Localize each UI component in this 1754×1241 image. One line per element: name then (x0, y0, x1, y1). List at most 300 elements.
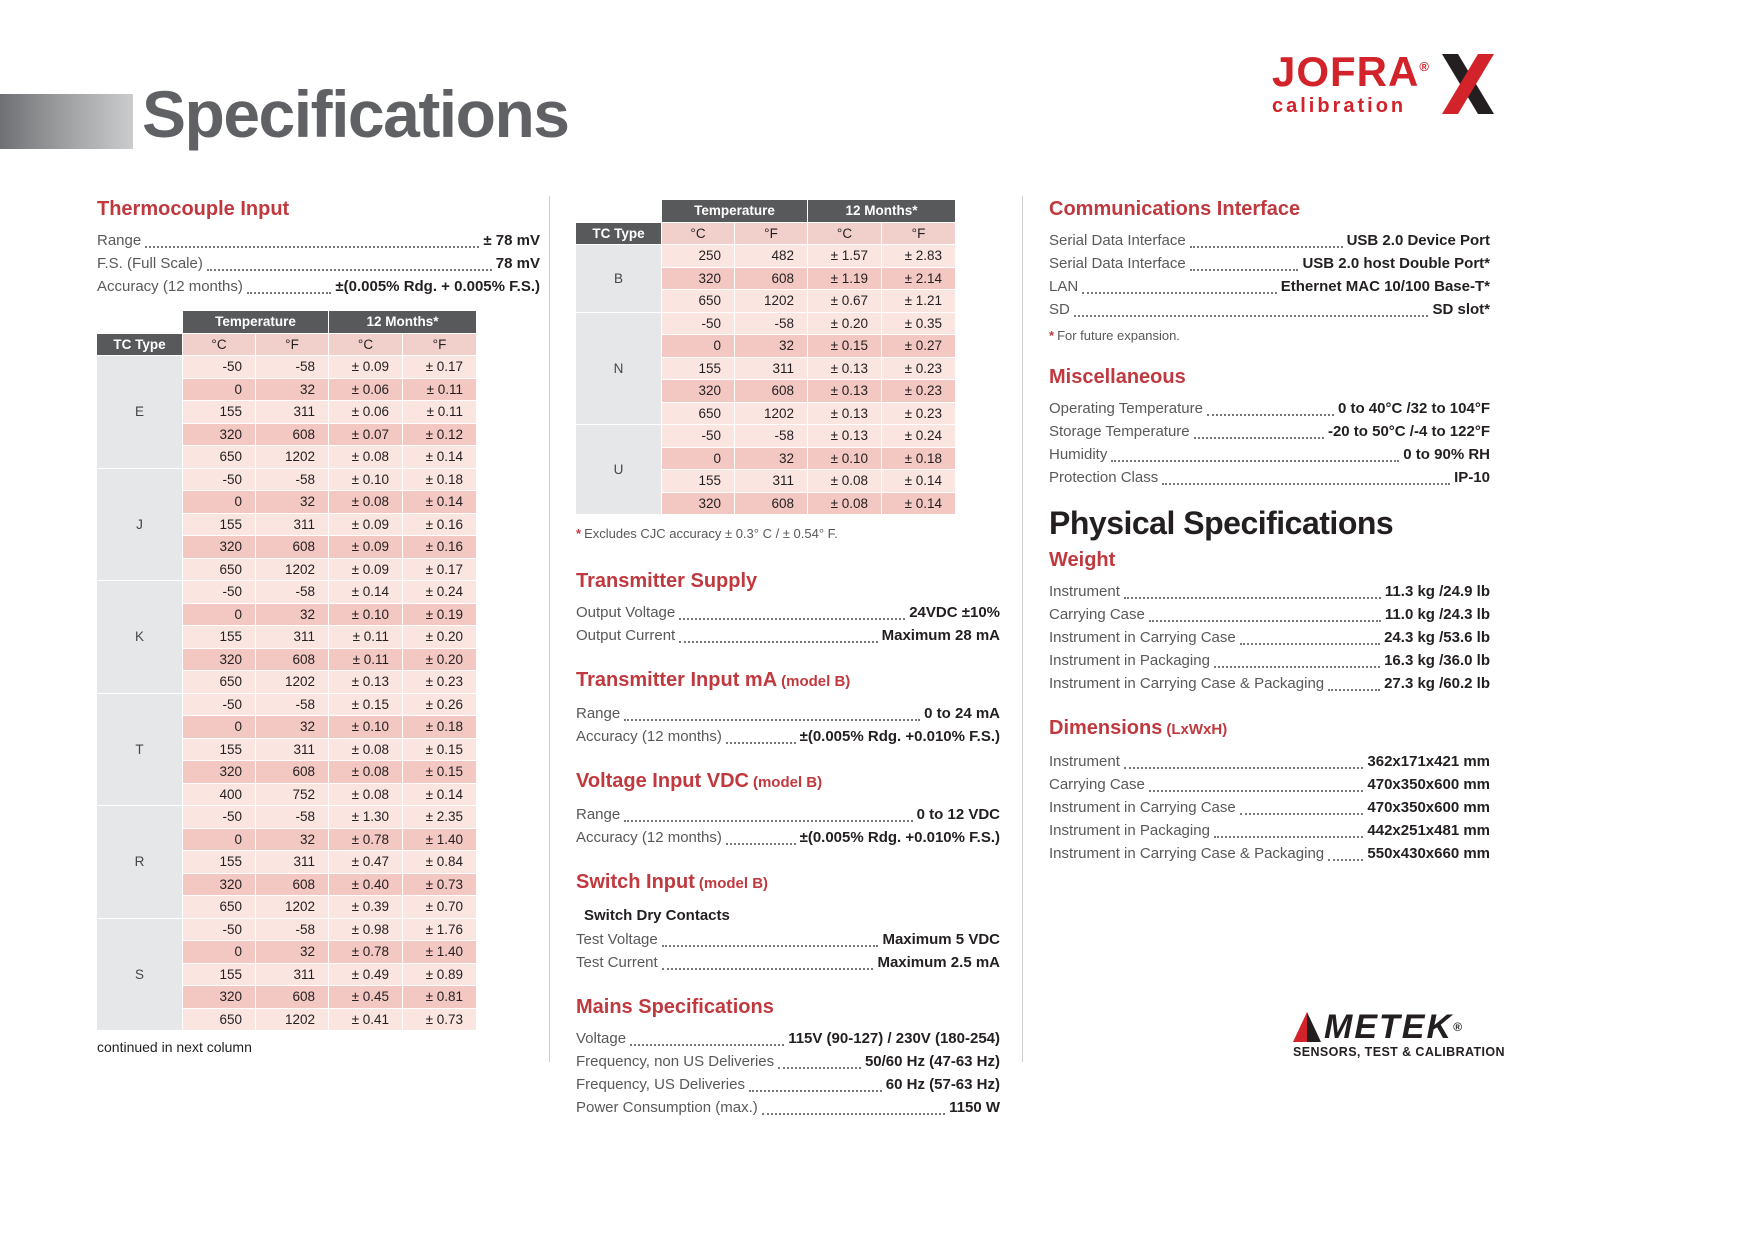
value-cell: 155 (183, 851, 256, 874)
value-cell: ± 0.11 (403, 379, 477, 402)
expansion-footnote (1049, 327, 1490, 344)
transmitter-supply-title: Transmitter Supply (576, 570, 758, 592)
spec-value: 27.3 kg /60.2 lb (1384, 675, 1490, 692)
value-cell: ± 0.15 (403, 739, 477, 762)
tc-type-cell: J (97, 469, 183, 582)
transmitter-input-spec-list (576, 702, 1000, 748)
spec-value: 115V (90-127) / 230V (180-254) (788, 1030, 1000, 1047)
value-cell: 608 (735, 268, 808, 291)
value-cell: 320 (183, 761, 256, 784)
value-cell: 250 (662, 245, 735, 268)
spec-row (576, 826, 1000, 849)
table-row (97, 469, 477, 492)
tc-accuracy-table-right (576, 200, 956, 515)
spec-row (1049, 229, 1490, 252)
spec-value: Maximum 5 VDC (882, 931, 1000, 948)
unit-cell: °C (662, 223, 735, 246)
weight-spec-list (1049, 580, 1490, 695)
dot-leader (1190, 269, 1299, 271)
value-cell: ± 0.09 (329, 356, 403, 379)
value-cell: 1202 (256, 1009, 329, 1032)
spec-row (576, 803, 1000, 826)
value-cell: ± 0.09 (329, 514, 403, 537)
value-cell: ± 0.10 (329, 716, 403, 739)
spec-label: Carrying Case (1049, 606, 1145, 623)
spec-label: Instrument in Packaging (1049, 822, 1210, 839)
spec-value: Maximum 28 mA (881, 627, 1000, 644)
spec-label: Range (576, 705, 621, 722)
spec-row (1049, 420, 1490, 443)
value-cell: ± 0.20 (808, 313, 882, 336)
months-header: 12 Months* (808, 200, 956, 223)
table-row (97, 694, 477, 717)
dot-leader (1214, 836, 1363, 838)
table-row (97, 581, 477, 604)
value-cell: ± 0.14 (403, 446, 477, 469)
column-thermocouple (97, 196, 540, 1055)
spec-value: 24.3 kg /53.6 lb (1384, 629, 1490, 646)
mains-title: Mains Specifications (576, 996, 774, 1018)
dot-leader (1124, 767, 1364, 769)
value-cell: -50 (183, 694, 256, 717)
dot-leader (726, 742, 796, 744)
table-unit-row (97, 334, 477, 357)
value-cell: 32 (256, 604, 329, 627)
value-cell: ± 0.49 (329, 964, 403, 987)
spec-label: Instrument (1049, 583, 1120, 600)
value-cell: ± 1.40 (403, 941, 477, 964)
spec-row (97, 275, 540, 298)
blank-cell (576, 200, 662, 223)
ametek-logo (1293, 1008, 1505, 1059)
spec-row (97, 229, 540, 252)
value-cell: 32 (256, 491, 329, 514)
value-cell: ± 0.26 (403, 694, 477, 717)
value-cell: 32 (256, 716, 329, 739)
spec-label: Instrument in Carrying Case & Packaging (1049, 675, 1325, 692)
spec-value: 470x350x600 mm (1367, 776, 1490, 793)
value-cell: ± 0.06 (329, 379, 403, 402)
dot-leader (207, 269, 492, 271)
spec-label: Instrument in Carrying Case (1049, 799, 1236, 816)
value-cell: ± 0.13 (808, 403, 882, 426)
value-cell: 0 (183, 716, 256, 739)
dot-leader (1082, 292, 1277, 294)
section-switch-input (576, 869, 1000, 974)
value-cell: -50 (183, 469, 256, 492)
spec-label: F.S. (Full Scale) (97, 255, 203, 272)
value-cell: ± 0.06 (329, 401, 403, 424)
spec-value: 60 Hz (57-63 Hz) (885, 1076, 1000, 1093)
footnote-marker: * (576, 526, 582, 541)
dot-leader (662, 968, 874, 970)
spec-value: 0 to 40°C /32 to 104°F (1337, 400, 1490, 417)
spec-row (1049, 397, 1490, 420)
table-header-row (576, 200, 956, 223)
value-cell: ± 1.30 (329, 806, 403, 829)
dot-leader (679, 618, 905, 620)
value-cell: 1202 (256, 559, 329, 582)
tc-type-cell: B (576, 245, 662, 313)
dot-leader (630, 1044, 784, 1046)
value-cell: 311 (256, 851, 329, 874)
value-cell: 1202 (256, 671, 329, 694)
unit-cell: °F (735, 223, 808, 246)
dot-leader (1124, 597, 1381, 599)
value-cell: ± 0.09 (329, 536, 403, 559)
value-cell: -58 (256, 581, 329, 604)
value-cell: -58 (735, 313, 808, 336)
dot-leader (1190, 246, 1343, 248)
switch-input-spec-list (576, 928, 1000, 974)
model-b-suffix: (model B) (781, 673, 851, 690)
physical-specifications-title: Physical Specifications (1049, 505, 1394, 541)
value-cell: 155 (183, 964, 256, 987)
value-cell: ± 0.16 (403, 536, 477, 559)
footnote-text: For future expansion. (1057, 328, 1180, 343)
value-cell: ± 0.10 (329, 469, 403, 492)
dot-leader (1207, 414, 1334, 416)
spec-row (576, 1073, 1000, 1096)
jofra-wordmark: JOFRA (1272, 48, 1420, 95)
spec-row (1049, 443, 1490, 466)
tc-type-cell: K (97, 581, 183, 694)
value-cell: ± 0.10 (808, 448, 882, 471)
value-cell: 400 (183, 784, 256, 807)
communications-spec-list (1049, 229, 1490, 321)
spec-label: LAN (1049, 278, 1079, 295)
value-cell: ± 0.08 (808, 470, 882, 493)
value-cell: ± 0.23 (882, 380, 956, 403)
value-cell: 0 (662, 335, 735, 358)
lxwxh-suffix: (LxWxH) (1166, 721, 1228, 738)
value-cell: ± 0.08 (329, 739, 403, 762)
value-cell: ± 0.73 (403, 874, 477, 897)
value-cell: -58 (256, 806, 329, 829)
dot-leader (1111, 460, 1399, 462)
value-cell: 32 (256, 829, 329, 852)
spec-value: 50/60 Hz (47-63 Hz) (864, 1053, 1000, 1070)
value-cell: ± 2.14 (882, 268, 956, 291)
spec-value: ±(0.005% Rdg. +0.010% F.S.) (799, 728, 1000, 745)
value-cell: ± 0.20 (403, 649, 477, 672)
spec-row (1049, 626, 1490, 649)
value-cell: ± 0.45 (329, 986, 403, 1009)
value-cell: ± 0.13 (808, 358, 882, 381)
dot-leader (778, 1067, 861, 1069)
dot-leader (624, 820, 912, 822)
value-cell: ± 0.84 (403, 851, 477, 874)
tc-type-cell: T (97, 694, 183, 807)
value-cell: ± 0.08 (329, 491, 403, 514)
value-cell: 0 (662, 448, 735, 471)
dot-leader (1328, 689, 1380, 691)
dot-leader (726, 843, 796, 845)
value-cell: 32 (735, 335, 808, 358)
spec-label: Accuracy (12 months) (576, 728, 722, 745)
footnote-text: Excludes CJC accuracy ± 0.3° C / ± 0.54° F. (584, 526, 838, 541)
transmitter-supply-spec-list (576, 601, 1000, 647)
spec-value: 1150 W (949, 1099, 1000, 1116)
value-cell: ± 0.17 (403, 356, 477, 379)
value-cell: 311 (256, 964, 329, 987)
spec-value: 24VDC ±10% (909, 604, 1000, 621)
dot-leader (1214, 666, 1380, 668)
value-cell: 482 (735, 245, 808, 268)
value-cell: ± 0.24 (882, 425, 956, 448)
value-cell: 1202 (735, 403, 808, 426)
weight-title: Weight (1049, 549, 1116, 571)
value-cell: 1202 (256, 896, 329, 919)
section-dimensions (1049, 715, 1490, 865)
temperature-header: Temperature (183, 311, 329, 334)
cjc-footnote (576, 525, 1000, 542)
spec-row (1049, 819, 1490, 842)
spec-row (1049, 842, 1490, 865)
spec-row (576, 951, 1000, 974)
ametek-name-text: METEK (1324, 1008, 1453, 1046)
ametek-tagline: SENSORS, TEST & CALIBRATION (1293, 1045, 1505, 1059)
spec-label: Accuracy (12 months) (97, 278, 243, 295)
jofra-logo-text (1272, 48, 1430, 118)
spec-label: Instrument in Carrying Case (1049, 629, 1236, 646)
value-cell: ± 0.41 (329, 1009, 403, 1032)
dot-leader (624, 719, 920, 721)
value-cell: 608 (735, 380, 808, 403)
spec-row (576, 1096, 1000, 1119)
tc-accuracy-table-left (97, 311, 477, 1031)
value-cell: 650 (183, 671, 256, 694)
value-cell: ± 0.13 (808, 380, 882, 403)
value-cell: 155 (183, 514, 256, 537)
value-cell: ± 0.70 (403, 896, 477, 919)
value-cell: ± 0.89 (403, 964, 477, 987)
spec-label: Frequency, non US Deliveries (576, 1053, 775, 1070)
spec-value: ±(0.005% Rdg. + 0.005% F.S.) (335, 278, 540, 295)
value-cell: 650 (183, 446, 256, 469)
spec-row (1049, 672, 1490, 695)
value-cell: ± 0.11 (329, 649, 403, 672)
unit-cell: °F (256, 334, 329, 357)
spec-label: SD (1049, 301, 1070, 318)
value-cell: -50 (183, 581, 256, 604)
spec-row (1049, 466, 1490, 489)
spec-value: -20 to 50°C /-4 to 122°F (1327, 423, 1490, 440)
dot-leader (1074, 315, 1429, 317)
value-cell: ± 0.08 (808, 493, 882, 516)
transmitter-input-title (576, 667, 1000, 695)
tc-type-cell: R (97, 806, 183, 919)
value-cell: ± 0.20 (403, 626, 477, 649)
value-cell: ± 0.47 (329, 851, 403, 874)
value-cell: 608 (256, 761, 329, 784)
value-cell: 32 (256, 379, 329, 402)
spec-label: Serial Data Interface (1049, 255, 1186, 272)
value-cell: 320 (183, 874, 256, 897)
value-cell: ± 0.18 (882, 448, 956, 471)
spec-value: IP-10 (1454, 469, 1490, 486)
spec-row (576, 725, 1000, 748)
spec-value: SD slot* (1432, 301, 1490, 318)
communications-title: Communications Interface (1049, 198, 1301, 220)
model-b-suffix: (model B) (752, 774, 823, 791)
value-cell: ± 0.14 (882, 470, 956, 493)
value-cell: ± 0.23 (882, 403, 956, 426)
value-cell: ± 0.16 (403, 514, 477, 537)
value-cell: ± 0.35 (882, 313, 956, 336)
spec-row (1049, 275, 1490, 298)
spec-row (1049, 649, 1490, 672)
table-unit-row (576, 223, 956, 246)
spec-label: Humidity (1049, 446, 1108, 463)
spec-value: 11.3 kg /24.9 lb (1384, 583, 1490, 600)
spec-value: 11.0 kg /24.3 lb (1384, 606, 1490, 623)
unit-cell: °C (808, 223, 882, 246)
value-cell: ± 1.40 (403, 829, 477, 852)
value-cell: 320 (183, 649, 256, 672)
table-row (576, 313, 956, 336)
dot-leader (762, 1113, 945, 1115)
value-cell: -58 (256, 694, 329, 717)
value-cell: 320 (183, 424, 256, 447)
value-cell: ± 0.09 (329, 559, 403, 582)
value-cell: 650 (183, 1009, 256, 1032)
ametek-triangle-icon (1293, 1012, 1321, 1042)
table-row (576, 425, 956, 448)
value-cell: 608 (735, 493, 808, 516)
jofra-logo-mark-icon (1440, 52, 1496, 116)
value-cell: ± 0.23 (403, 671, 477, 694)
switch-dry-contacts-label: Switch Dry Contacts (584, 907, 730, 924)
miscellaneous-spec-list (1049, 397, 1490, 489)
value-cell: 155 (662, 358, 735, 381)
value-cell: -58 (256, 469, 329, 492)
value-cell: ± 0.23 (882, 358, 956, 381)
dot-leader (1328, 859, 1363, 861)
value-cell: 608 (256, 986, 329, 1009)
value-cell: 155 (183, 401, 256, 424)
spec-value: 362x171x421 mm (1367, 753, 1490, 770)
column-right (1049, 196, 1490, 865)
section-mains (576, 994, 1000, 1119)
voltage-input-spec-list (576, 803, 1000, 849)
spec-row (576, 1027, 1000, 1050)
spec-row (1049, 773, 1490, 796)
unit-cell: °C (329, 334, 403, 357)
spec-row (1049, 796, 1490, 819)
value-cell: ± 0.15 (329, 694, 403, 717)
spec-value: 0 to 12 VDC (916, 806, 1000, 823)
thermocouple-spec-list (97, 229, 540, 298)
spec-row (576, 624, 1000, 647)
value-cell: 1202 (256, 446, 329, 469)
section-communications (1049, 196, 1490, 344)
value-cell: 608 (256, 424, 329, 447)
value-cell: 311 (256, 626, 329, 649)
value-cell: ± 0.24 (403, 581, 477, 604)
value-cell: 320 (662, 268, 735, 291)
ametek-wordmark (1293, 1008, 1505, 1046)
title-gradient-bar (0, 94, 133, 149)
value-cell: 155 (183, 626, 256, 649)
model-b-suffix: (model B) (698, 875, 769, 892)
value-cell: ± 0.11 (403, 401, 477, 424)
value-cell: 0 (183, 604, 256, 627)
unit-cell: °F (882, 223, 956, 246)
table-row (97, 919, 477, 942)
section-title-text: Switch Input (576, 871, 695, 893)
value-cell: 311 (256, 514, 329, 537)
value-cell: -50 (662, 425, 735, 448)
spec-row (576, 1050, 1000, 1073)
value-cell: 0 (183, 829, 256, 852)
value-cell: -58 (256, 919, 329, 942)
value-cell: ± 0.14 (403, 491, 477, 514)
value-cell: ± 0.78 (329, 941, 403, 964)
column-middle (576, 196, 1000, 1119)
dot-leader (1240, 813, 1364, 815)
value-cell: -58 (256, 356, 329, 379)
value-cell: ± 0.14 (882, 493, 956, 516)
spec-value: 550x430x660 mm (1367, 845, 1490, 862)
section-weight (1049, 547, 1490, 695)
spec-value: 470x350x600 mm (1367, 799, 1490, 816)
months-header: 12 Months* (329, 311, 477, 334)
dot-leader (749, 1090, 882, 1092)
value-cell: 0 (183, 491, 256, 514)
column-divider-left (549, 196, 550, 1062)
spec-row (576, 702, 1000, 725)
dimensions-title (1049, 715, 1490, 743)
switch-input-title (576, 869, 1000, 897)
value-cell: -50 (183, 356, 256, 379)
spec-label: Test Voltage (576, 931, 658, 948)
value-cell: ± 1.21 (882, 290, 956, 313)
spec-value: 442x251x481 mm (1367, 822, 1490, 839)
value-cell: -58 (735, 425, 808, 448)
value-cell: 155 (662, 470, 735, 493)
section-title-text: Transmitter Input mA (576, 669, 778, 691)
value-cell: 320 (662, 380, 735, 403)
value-cell: ± 0.15 (808, 335, 882, 358)
blank-cell (97, 311, 183, 334)
value-cell: -50 (183, 806, 256, 829)
tc-type-cell: U (576, 425, 662, 515)
dot-leader (679, 641, 877, 643)
unit-cell: °C (183, 334, 256, 357)
value-cell: ± 0.81 (403, 986, 477, 1009)
value-cell: 311 (735, 470, 808, 493)
value-cell: 0 (183, 941, 256, 964)
value-cell: 650 (183, 896, 256, 919)
spec-value: 0 to 24 mA (924, 705, 1000, 722)
value-cell: ± 0.08 (329, 784, 403, 807)
spec-row (1049, 580, 1490, 603)
spec-label: Range (97, 232, 142, 249)
spec-label: Range (576, 806, 621, 823)
value-cell: ± 2.83 (882, 245, 956, 268)
value-cell: ± 0.12 (403, 424, 477, 447)
value-cell: 320 (662, 493, 735, 516)
dot-leader (145, 246, 479, 248)
value-cell: 608 (256, 874, 329, 897)
section-title-text: Voltage Input VDC (576, 770, 749, 792)
value-cell: -50 (183, 919, 256, 942)
thermocouple-input-title: Thermocouple Input (97, 198, 290, 220)
value-cell: 311 (735, 358, 808, 381)
spec-label: Power Consumption (max.) (576, 1099, 758, 1116)
value-cell: ± 0.13 (329, 671, 403, 694)
